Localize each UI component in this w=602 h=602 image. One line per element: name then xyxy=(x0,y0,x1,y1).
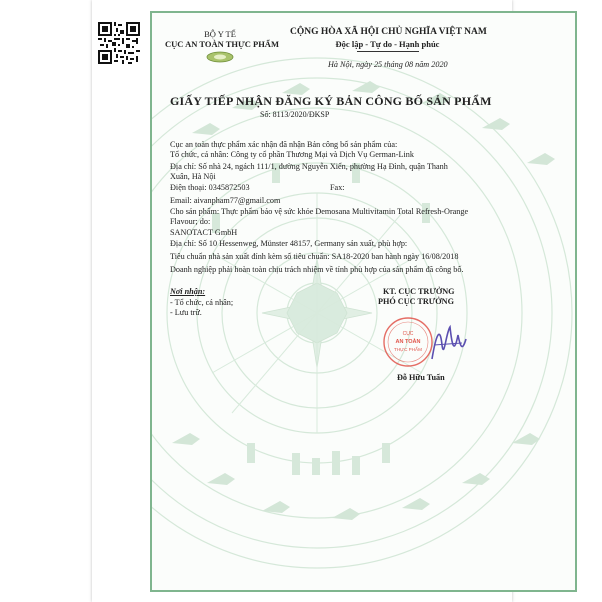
responsibility-line: Doanh nghiệp phải hoàn toàn chịu trách nhiệm về tính phù hợp của sản phẩm đã công bố. xyxy=(170,265,464,274)
place-date: Hà Nội, ngày 25 tháng 08 năm 2020 xyxy=(328,60,448,69)
manufacturer-line: SANOTACT GmbH xyxy=(170,228,238,237)
intro-line: Cục an toàn thực phẩm xác nhận đã nhận Bản công bố sản phẩm của: xyxy=(170,140,398,149)
phone-line: Điện thoại: 0345872503 xyxy=(170,183,250,192)
signer-role-2: PHÓ CỤC TRƯỞNG xyxy=(378,297,454,306)
recipient-item: - Tổ chức, cá nhân; xyxy=(170,298,234,307)
product-line-2: Flavour; do: xyxy=(170,217,211,226)
stamp-text: AN TOÀN xyxy=(395,339,421,345)
document-title: GIẤY TIẾP NHẬN ĐĂNG KÝ BẢN CÔNG BỐ SẢN PHẨM xyxy=(170,94,492,108)
address-line-2: Xuân, Hà Nội xyxy=(170,172,216,181)
product-line-1: Cho sản phẩm: Thực phẩm bảo vệ sức khỏe Demosana Multivitamin Total Refresh-Orange xyxy=(170,207,469,216)
official-stamp xyxy=(372,315,472,370)
document-number: Số: 8113/2020/ĐKSP xyxy=(260,110,330,119)
republic-name: CỘNG HÒA XÃ HỘI CHỦ NGHĨA VIỆT NAM xyxy=(290,27,487,37)
recipients-heading: Nơi nhận: xyxy=(170,287,206,296)
email-line: Email: aivanpham77@gmail.com xyxy=(170,196,281,205)
qr-code xyxy=(98,22,140,64)
stamp-text: THỰC PHẨM xyxy=(394,347,422,352)
agency-name: CỤC AN TOÀN THỰC PHẨM xyxy=(165,39,279,49)
fax-line: Fax: xyxy=(330,183,345,192)
organization-line: Tổ chức, cá nhân: Công ty cổ phần Thương Mại và Dịch Vụ German-Link xyxy=(170,150,414,159)
motto-underline xyxy=(357,51,419,52)
standard-line: Tiêu chuẩn nhà sản xuất đính kèm số tiêu chuẩn: SA18-2020 ban hành ngày 16/08/2018 xyxy=(170,252,459,261)
national-motto: Độc lập - Tự do - Hạnh phúc xyxy=(335,39,440,49)
signer-name: Đỗ Hữu Tuấn xyxy=(397,373,445,382)
address-line-1: Địa chỉ: Số nhà 24, ngách 111/1, đường Nguyễn Xiển, phường Hạ Đình, quận Thanh xyxy=(170,162,448,171)
recipient-item: - Lưu trữ. xyxy=(170,308,202,317)
stamp-text: CỤC xyxy=(402,331,414,337)
manufacturer-address: Địa chỉ: Số 10 Hessenweg, Münster 48157, Germany sản xuất, phù hợp: xyxy=(170,239,408,248)
ministry-name: BỘ Y TẾ xyxy=(204,29,236,39)
signer-role-1: KT. CỤC TRƯỞNG xyxy=(383,287,455,296)
agency-logo xyxy=(205,51,235,63)
